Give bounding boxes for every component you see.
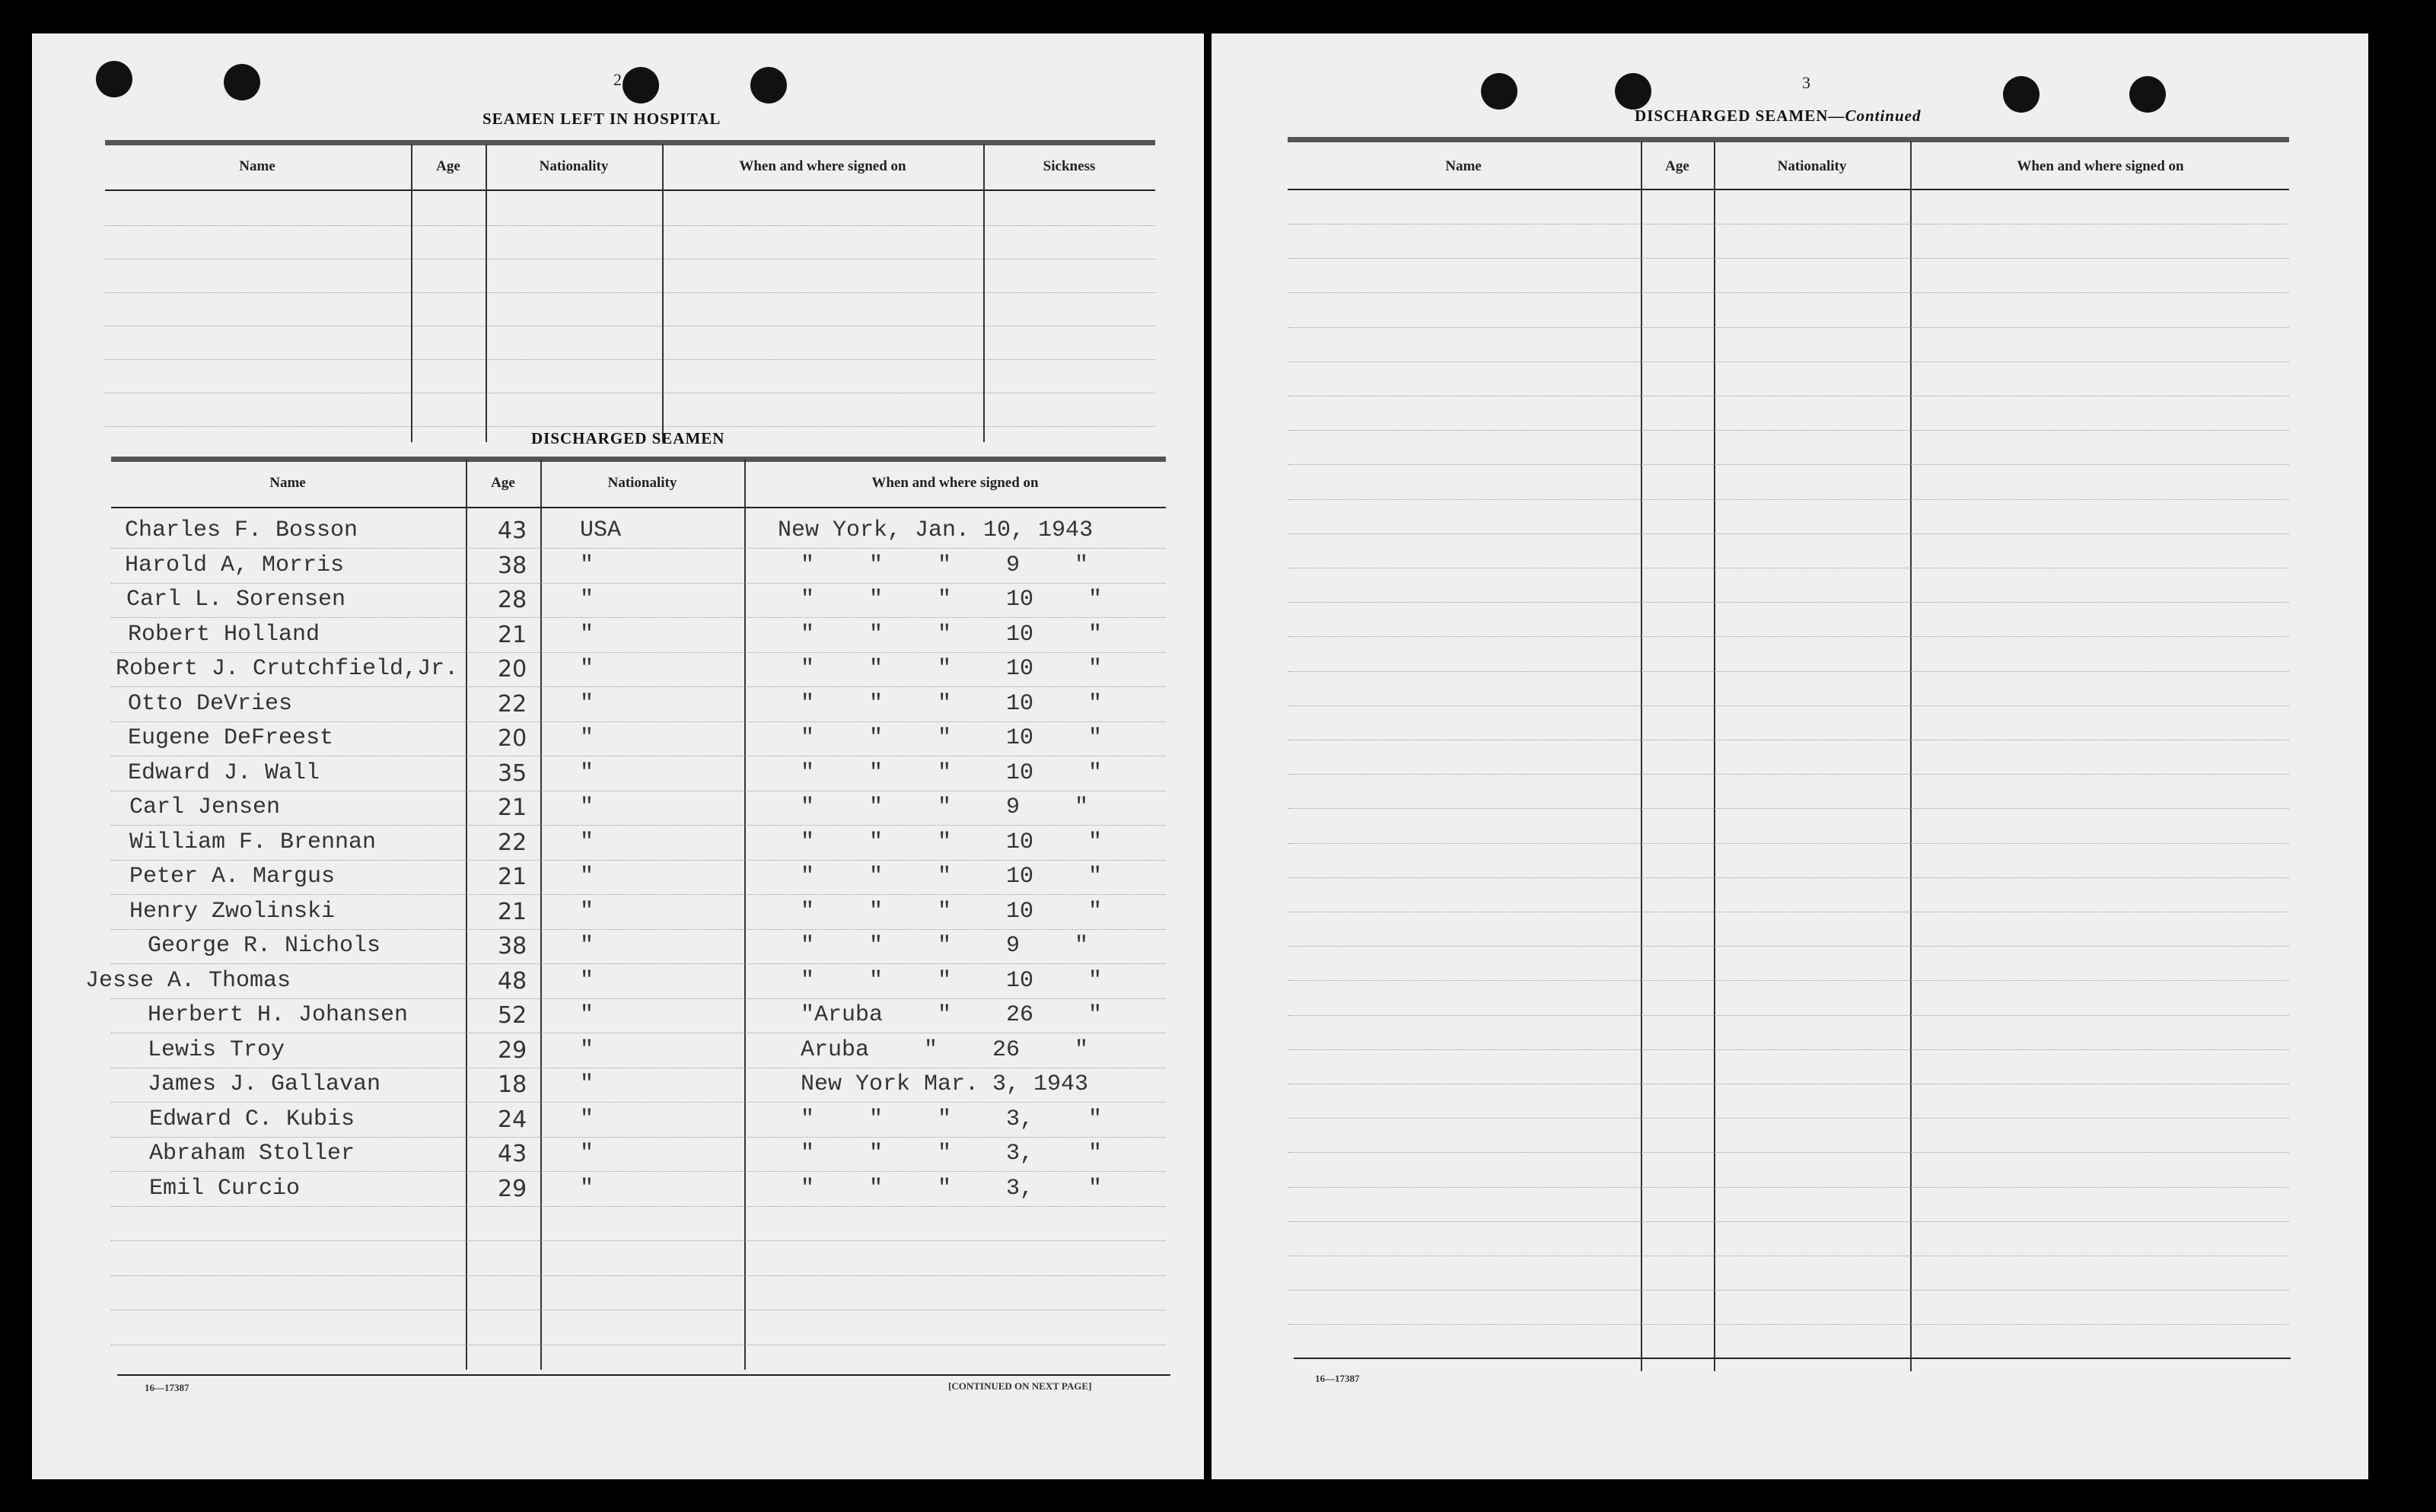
seaman-name: Charles F. Bosson	[125, 517, 358, 543]
seaman-signed-on: " " " 9 "	[801, 552, 1089, 578]
seaman-nationality: "	[580, 1071, 594, 1097]
seaman-name: George R. Nichols	[148, 933, 381, 959]
seaman-age: 52	[498, 1002, 527, 1029]
seaman-nationality: "	[580, 552, 594, 578]
ruled-line	[1288, 1290, 2289, 1291]
seaman-signed-on: " " " 10 "	[801, 829, 1103, 855]
ruled-line	[111, 825, 1166, 826]
seaman-age: 38	[498, 933, 527, 960]
ruled-line	[1288, 946, 2289, 947]
seaman-signed-on: " " " 10 "	[801, 587, 1103, 613]
seaman-name: Abraham Stoller	[149, 1141, 355, 1167]
punch-hole-icon	[96, 61, 132, 97]
seaman-nationality: "	[580, 621, 594, 648]
seaman-signed-on: Aruba " 26 "	[801, 1036, 1089, 1063]
seaman-age: 20	[498, 725, 527, 752]
hospital-header-sickness: Sickness	[1043, 158, 1096, 174]
ruled-line	[1288, 1152, 2289, 1153]
seaman-nationality: "	[580, 864, 594, 890]
ruled-line	[1288, 361, 2289, 362]
seaman-age: 21	[498, 794, 527, 821]
ruled-line	[111, 929, 1166, 930]
seaman-nationality: "	[580, 656, 594, 682]
ruled-line	[1288, 1324, 2289, 1325]
seaman-nationality: "	[580, 587, 594, 613]
continued-note: [CONTINUED ON NEXT PAGE]	[948, 1380, 1092, 1392]
seaman-age: 29	[498, 1175, 527, 1202]
ruled-line	[1288, 1187, 2289, 1188]
ruled-line	[105, 292, 1155, 293]
seaman-age: 35	[498, 759, 527, 787]
seaman-age: 21	[498, 621, 527, 648]
seaman-age: 21	[498, 864, 527, 890]
hospital-header-age: Age	[436, 158, 460, 174]
ruled-line	[1288, 430, 2289, 431]
discharged-header-signed: When and where signed on	[871, 475, 1039, 491]
ruled-line	[1288, 808, 2289, 809]
seaman-nationality: "	[580, 1141, 594, 1167]
ruled-line	[111, 617, 1166, 618]
ruled-line	[1288, 602, 2289, 603]
punch-hole-icon	[1615, 73, 1651, 110]
seaman-name: Carl Jensen	[129, 794, 281, 820]
page-number: 3	[1802, 73, 1810, 92]
ruled-line	[1288, 636, 2289, 637]
title-main: DISCHARGED SEAMEN	[1635, 107, 1829, 125]
seaman-signed-on: " " " 9 "	[801, 933, 1089, 959]
seaman-nationality: "	[580, 1036, 594, 1063]
ruled-line	[1288, 258, 2289, 259]
seaman-nationality: "	[580, 1106, 594, 1132]
punch-hole-icon	[750, 67, 787, 103]
ruled-line	[1288, 671, 2289, 672]
seaman-signed-on: " " " 10 "	[801, 864, 1103, 890]
punch-hole-icon	[1481, 73, 1517, 110]
seaman-signed-on: " " " 3, "	[801, 1141, 1103, 1167]
discharged-continued-title	[1635, 107, 1922, 126]
seaman-signed-on: " " " 3, "	[801, 1106, 1103, 1132]
ruled-line	[111, 548, 1166, 549]
seaman-signed-on: "Aruba " 26 "	[801, 1002, 1103, 1028]
seaman-name: Herbert H. Johansen	[148, 1002, 409, 1028]
discharged-header-nationality: Nationality	[607, 475, 677, 491]
ruled-line	[111, 1240, 1166, 1241]
form-number: 16—17387	[145, 1382, 189, 1393]
punch-hole-icon	[2129, 76, 2166, 113]
seaman-age: 20	[498, 656, 527, 683]
seaman-age: 43	[498, 517, 527, 544]
punch-hole-icon	[224, 64, 260, 100]
right-header-name: Name	[1445, 158, 1482, 174]
right-header-age: Age	[1665, 158, 1689, 174]
form-number: 16—17387	[1315, 1373, 1360, 1384]
ruled-line	[111, 686, 1166, 687]
ruled-line	[1288, 1118, 2289, 1119]
punch-hole-icon	[2003, 76, 2040, 113]
seaman-name: Lewis Troy	[148, 1036, 285, 1063]
seaman-signed-on: " " " 10 "	[801, 725, 1103, 751]
ruled-line	[1288, 1049, 2289, 1050]
seaman-age: 48	[498, 967, 527, 995]
discharged-header-age: Age	[491, 475, 515, 491]
ruled-line	[1288, 533, 2289, 534]
hospital-header-name: Name	[239, 158, 275, 174]
seaman-name: Edward J. Wall	[128, 759, 320, 786]
ruled-line	[1288, 464, 2289, 465]
hospital-header-nationality: Nationality	[539, 158, 609, 174]
seaman-age: 22	[498, 829, 527, 856]
ruled-line	[111, 721, 1166, 722]
seaman-age: 18	[498, 1071, 527, 1098]
page-number: 2	[613, 70, 622, 89]
seaman-signed-on: " " " 10 "	[801, 621, 1103, 648]
seaman-signed-on: " " " 10 "	[801, 656, 1103, 682]
seaman-nationality: "	[580, 725, 594, 751]
seaman-signed-on: " " " 10 "	[801, 967, 1103, 994]
ruled-line	[111, 583, 1166, 584]
seaman-nationality: "	[580, 794, 594, 820]
left-page	[32, 33, 1204, 1479]
ruled-line	[1288, 327, 2289, 328]
seaman-age: 24	[498, 1106, 527, 1133]
seaman-signed-on: New York, Jan. 10, 1943	[778, 517, 1094, 543]
seaman-signed-on: " " " 10 "	[801, 759, 1103, 786]
seaman-age: 38	[498, 552, 527, 579]
seaman-name: Henry Zwolinski	[129, 898, 336, 925]
ruled-line	[1288, 499, 2289, 500]
seaman-age: 43	[498, 1141, 527, 1167]
seaman-name: Jesse A. Thomas	[85, 967, 291, 994]
ruled-line	[111, 1102, 1166, 1103]
seaman-nationality: "	[580, 690, 594, 717]
seaman-name: Peter A. Margus	[129, 864, 336, 890]
hospital-section-title: SEAMEN LEFT IN HOSPITAL	[482, 110, 721, 128]
seaman-name: Eugene DeFreest	[128, 725, 334, 751]
seaman-name: Harold A, Morris	[125, 552, 345, 578]
seaman-signed-on: " " " 3, "	[801, 1175, 1103, 1202]
punch-hole-icon	[623, 67, 659, 103]
ruled-line	[1288, 1221, 2289, 1222]
seaman-name: Robert J. Crutchfield,Jr.	[116, 656, 459, 682]
right-page	[1212, 33, 2368, 1479]
discharged-section-title: DISCHARGED SEAMEN	[531, 429, 725, 447]
ruled-line	[105, 359, 1155, 360]
seaman-signed-on: " " " 10 "	[801, 898, 1103, 925]
seaman-nationality: "	[580, 933, 594, 959]
seaman-name: James J. Gallavan	[148, 1071, 381, 1097]
seaman-age: 29	[498, 1036, 527, 1064]
ruled-line	[111, 1275, 1166, 1276]
ruled-line	[1288, 774, 2289, 775]
ruled-line	[111, 1137, 1166, 1138]
ruled-line	[111, 1206, 1166, 1207]
seaman-name: Robert Holland	[128, 621, 320, 648]
right-header-signed: When and where signed on	[2017, 158, 2184, 174]
ruled-line	[105, 225, 1155, 226]
ruled-line	[111, 860, 1166, 861]
seaman-nationality: "	[580, 967, 594, 994]
ruled-line	[111, 998, 1166, 999]
seaman-nationality: "	[580, 898, 594, 925]
seaman-nationality: "	[580, 829, 594, 855]
right-header-nationality: Nationality	[1777, 158, 1847, 174]
ruled-line	[1288, 1015, 2289, 1016]
seaman-signed-on: New York Mar. 3, 1943	[801, 1071, 1089, 1097]
seaman-signed-on: " " " 10 "	[801, 690, 1103, 717]
hospital-header-signed: When and where signed on	[739, 158, 906, 174]
seaman-age: 21	[498, 898, 527, 925]
seaman-signed-on: " " " 9 "	[801, 794, 1089, 820]
ruled-line	[1288, 843, 2289, 844]
seaman-age: 28	[498, 587, 527, 613]
seaman-nationality: "	[580, 759, 594, 786]
discharged-header-name: Name	[269, 475, 306, 491]
seaman-nationality: "	[580, 1002, 594, 1028]
ruled-line	[1288, 705, 2289, 706]
title-continued: —Continued	[1828, 107, 1922, 125]
seaman-name: Otto DeVries	[128, 690, 293, 717]
ruled-line	[111, 652, 1166, 653]
ruled-line	[111, 894, 1166, 895]
seaman-name: William F. Brennan	[129, 829, 377, 855]
ruled-line	[111, 963, 1166, 964]
seaman-age: 22	[498, 690, 527, 718]
seaman-name: Carl L. Sorensen	[126, 587, 346, 613]
seaman-nationality: "	[580, 1175, 594, 1202]
ruled-line	[1288, 877, 2289, 878]
ruled-line	[1288, 292, 2289, 293]
seaman-nationality: USA	[580, 517, 622, 543]
ruled-line	[111, 1171, 1166, 1172]
seaman-name: Edward C. Kubis	[149, 1106, 355, 1132]
ruled-line	[1288, 980, 2289, 981]
ruled-line	[105, 426, 1155, 427]
seaman-name: Emil Curcio	[149, 1175, 301, 1202]
